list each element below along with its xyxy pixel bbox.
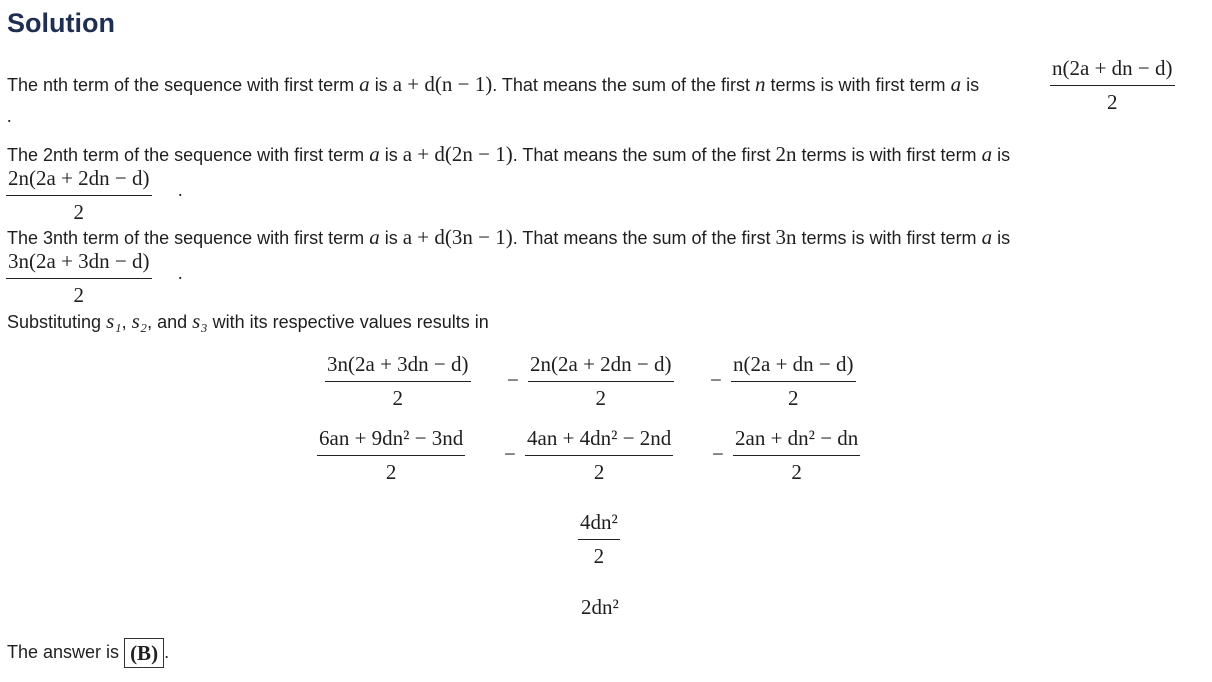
text: . That means the sum of the first	[492, 75, 750, 95]
denominator: 2	[385, 460, 397, 484]
page-title: Solution	[7, 8, 115, 38]
math-s1: s₁	[106, 309, 122, 333]
eq3-fraction	[578, 510, 620, 569]
numerator: 2an + dn² − dn	[733, 426, 860, 456]
substituting-line	[7, 309, 489, 334]
minus-operator: −	[507, 368, 519, 392]
text: Substituting	[7, 312, 102, 332]
math-a: a	[950, 72, 962, 96]
math-n: n	[755, 72, 766, 96]
eq4-result: 2dn²	[581, 595, 619, 619]
denominator: 2	[791, 460, 802, 484]
denominator: 2	[1107, 90, 1118, 114]
text: . That means the sum of the first	[512, 145, 771, 165]
denominator: 2	[595, 386, 606, 410]
answer-box: (B)	[124, 638, 164, 668]
denominator: 2	[392, 386, 403, 410]
text: is	[966, 75, 980, 95]
numerator: 2n(2a + 2dn − d)	[6, 166, 152, 196]
text: . That means the sum of the first	[512, 228, 771, 248]
text: , and	[147, 312, 188, 332]
text: terms is with first term	[770, 75, 946, 95]
numerator: 2n(2a + 2dn − d)	[528, 352, 674, 382]
numerator: 3n(2a + 3dn − d)	[325, 352, 471, 382]
sum-n-fraction	[1050, 56, 1175, 115]
eq1-term1-fraction	[325, 352, 471, 411]
math-s3: s₃	[192, 309, 208, 333]
numerator: n(2a + dn − d)	[1050, 56, 1175, 86]
math-a: a	[369, 142, 380, 166]
math-s2: s₂	[131, 309, 148, 333]
text: is	[997, 228, 1011, 248]
eq1-term2-fraction	[528, 352, 674, 411]
sum-2n-fraction	[6, 166, 152, 225]
text: terms is with first term	[801, 145, 977, 165]
nth-term-line	[7, 72, 979, 97]
3nth-term-line	[7, 225, 1010, 250]
math-a: a	[369, 225, 380, 249]
period: .	[164, 641, 170, 662]
answer-line	[7, 638, 169, 668]
sum-3n-fraction	[6, 249, 152, 308]
numerator: 4an + 4dn² − 2nd	[525, 426, 673, 456]
math-expression: a + d(2n − 1)	[402, 142, 513, 166]
eq2-term2-fraction	[525, 426, 673, 485]
text: is	[374, 75, 388, 95]
minus-operator: −	[504, 442, 516, 466]
math-a: a	[981, 225, 993, 249]
math-expression: a + d(3n − 1)	[402, 225, 513, 249]
denominator: 2	[788, 386, 799, 410]
text: The 2nth term of the sequence with first term	[7, 145, 365, 165]
text: is	[384, 145, 398, 165]
numerator: 6an + 9dn² − 3nd	[317, 426, 465, 456]
denominator: 2	[73, 200, 84, 224]
text: The nth term of the sequence with first term	[7, 75, 355, 95]
text: The answer is	[7, 641, 120, 662]
eq1-term3-fraction	[731, 352, 856, 411]
eq2-term1-fraction	[317, 426, 465, 485]
math-2n: 2n	[775, 142, 797, 166]
numerator: n(2a + dn − d)	[731, 352, 856, 382]
math-a: a	[981, 142, 993, 166]
denominator: 2	[593, 544, 605, 568]
minus-operator: −	[712, 442, 724, 466]
math-expression: a + d(n − 1)	[392, 72, 493, 96]
period: .	[178, 263, 183, 283]
text: is	[997, 145, 1011, 165]
period: .	[178, 180, 183, 200]
math-3n: 3n	[775, 225, 797, 249]
eq2-term3-fraction	[733, 426, 860, 485]
text: The 3nth term of the sequence with first term	[7, 228, 365, 248]
denominator: 2	[73, 283, 84, 307]
denominator: 2	[593, 460, 605, 484]
text: is	[384, 228, 398, 248]
text: with its respective values results in	[212, 312, 489, 332]
numerator: 4dn²	[578, 510, 620, 540]
minus-operator: −	[710, 368, 722, 392]
math-a: a	[359, 72, 370, 96]
period: .	[7, 106, 12, 126]
text: ,	[121, 312, 127, 332]
numerator: 3n(2a + 3dn − d)	[6, 249, 152, 279]
2nth-term-line	[7, 142, 1010, 167]
text: terms is with first term	[801, 228, 977, 248]
